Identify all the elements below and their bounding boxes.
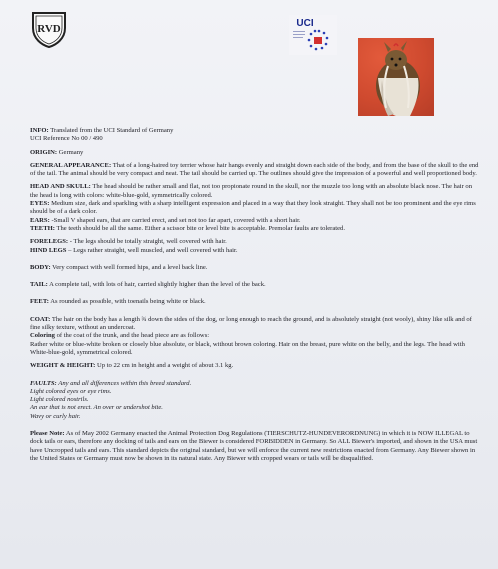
reference-line: UCI Reference No 00 / 490 [30,135,103,143]
eyes-label: EYES: [30,200,50,208]
eyes-text: Medium size, dark and sparkling with a sharp intelligent expression and placed in a way that they look straight. They shall not be too prominent and the eye rims should be of a dark color. [30,200,476,216]
hindlegs-label: HIND LEGS [30,246,67,254]
forelegs-section [30,238,480,246]
faults-section [30,380,480,388]
feet-label: FEET: [30,298,49,306]
fault-item: An ear that is not erect. An over or undershot bite. [30,404,163,412]
fault-item: Wavy or curly hair. [30,412,81,420]
info-line [30,127,480,135]
ears-text: -Small V shaped ears, that are carried erect, and set not too far apart, covered with a short hair. [51,216,301,224]
forelegs-label: FORELEGS: [30,238,69,246]
ears-label: EARS: [30,216,50,224]
forelegs-text: - The legs should be totally straight, well covered with hair. [69,238,227,246]
hindlegs-section [30,247,480,255]
coloring-detail: Rather white or blue-white broken or closely blue absolute, or black, without brown coloring. Hair on the breast, pure white on the belly, and the legs. The head with White-blue-gold, symmetrical colored. [30,340,465,356]
tail-text: A complete tail, with lots of hair, carried slightly higher than the level of the back. [49,281,266,289]
coat-text: The hair on the body has a length ¾ down the sides of the dog, or long enough to reach the ground, and is absolutely straight (not wooly), shiny like silk and of fine silky texture, without an undercoat. [30,315,472,332]
fault-item: Light colored eyes or eye rims. [30,387,112,395]
weight-height-section [30,362,480,370]
rvd-logo-text: RVD [37,23,61,35]
teeth-label: TEETH: [30,224,55,232]
head-skull-label: HEAD AND SKULL: [30,183,91,191]
body-text: Very compact with well formed hips, and a level back line. [52,263,208,271]
feet-text: As rounded as possible, with toenails being white or black. [50,298,206,306]
coloring-text: of the coat of the trunk, and the head piece are as follows: [56,332,210,340]
please-note-label: Please Note: [30,430,65,438]
please-note-text: As of May 2002 Germany enacted the Animal Protection Dog Regulations (TIERSCHUTZ-HUNDEVERORDNUNG) in which it is NOW ILLEGAL to dock tails or ears, therefore any docking of tails and ears on the Biewer is considered FORBIDDEN in Germany. So ALL Biewer's imported, and shown in the USA must have Uncropped tails and ears. This standard depicts the original standard, but we will enforce the current new restrictions enacted from Germany. Any Biewer shown in the United States or Germany must now be shown in its natural state. Any Biewer with cropped wears or tails will be disqualified. [30,430,478,462]
body-section [30,264,480,272]
teeth-section [30,225,480,233]
please-note-section [30,430,480,463]
hindlegs-text: – Legs rather straight, well muscled, and well covered with hair. [68,246,238,254]
coat-section [30,316,480,333]
uci-logo-text: UCI [296,18,314,29]
origin-line [30,149,480,157]
eyes-section [30,200,480,217]
coat-label: COAT: [30,315,51,323]
head-skull-section [30,183,480,200]
general-appearance-label: GENERAL APPEARANCE: [30,161,112,169]
teeth-text: The teeth should be all the same. Either a scissor bite or level bite is acceptable. Premolar faults are tolerated. [56,224,346,232]
feet-section [30,298,480,306]
info-label: INFO: [30,127,49,134]
tail-label: TAIL: [30,281,48,289]
fault-item: Light colored nostrils. [30,396,89,404]
general-appearance-text: That of a long-haired toy terrier whose hair hangs evenly and straight down each side of the body, and from the base of the skull to the end of the tail. The animal should be very compact and neat. The tail should be carried up. The outlines should give the impression of a powerful and well proportioned body. [30,161,479,178]
breed-standard-text [30,127,480,463]
ears-section [30,217,480,225]
general-appearance-section [30,162,480,179]
faults-label: FAULTS: [30,379,57,387]
faults-text: Any and all differences within this breed standard. [58,379,192,387]
coloring-label: Coloring [30,332,55,340]
weight-height-label: WEIGHT & HEIGHT: [30,362,96,370]
rvd-shield-logo [30,10,68,48]
body-label: BODY: [30,263,51,271]
tail-section [30,281,480,289]
info-text: Translated from the UCI Standard of Germany [50,127,174,134]
origin-text: Germany [58,148,84,156]
yorkshire-terrier-photo [358,38,434,116]
uci-logo [289,15,337,55]
head-skull-text: The head should be rather small and flat, not too propionate round in the skull, nor the muzzle too long with an absolute black nose. The hair on the head is long with colors: white-blue-gold, symmetrically colored. [30,183,473,199]
weight-height-text: Up to 22 cm in height and a weight of about 3.1 kg. [97,362,234,370]
origin-label: ORIGIN: [30,148,58,156]
coloring-section [30,332,480,340]
